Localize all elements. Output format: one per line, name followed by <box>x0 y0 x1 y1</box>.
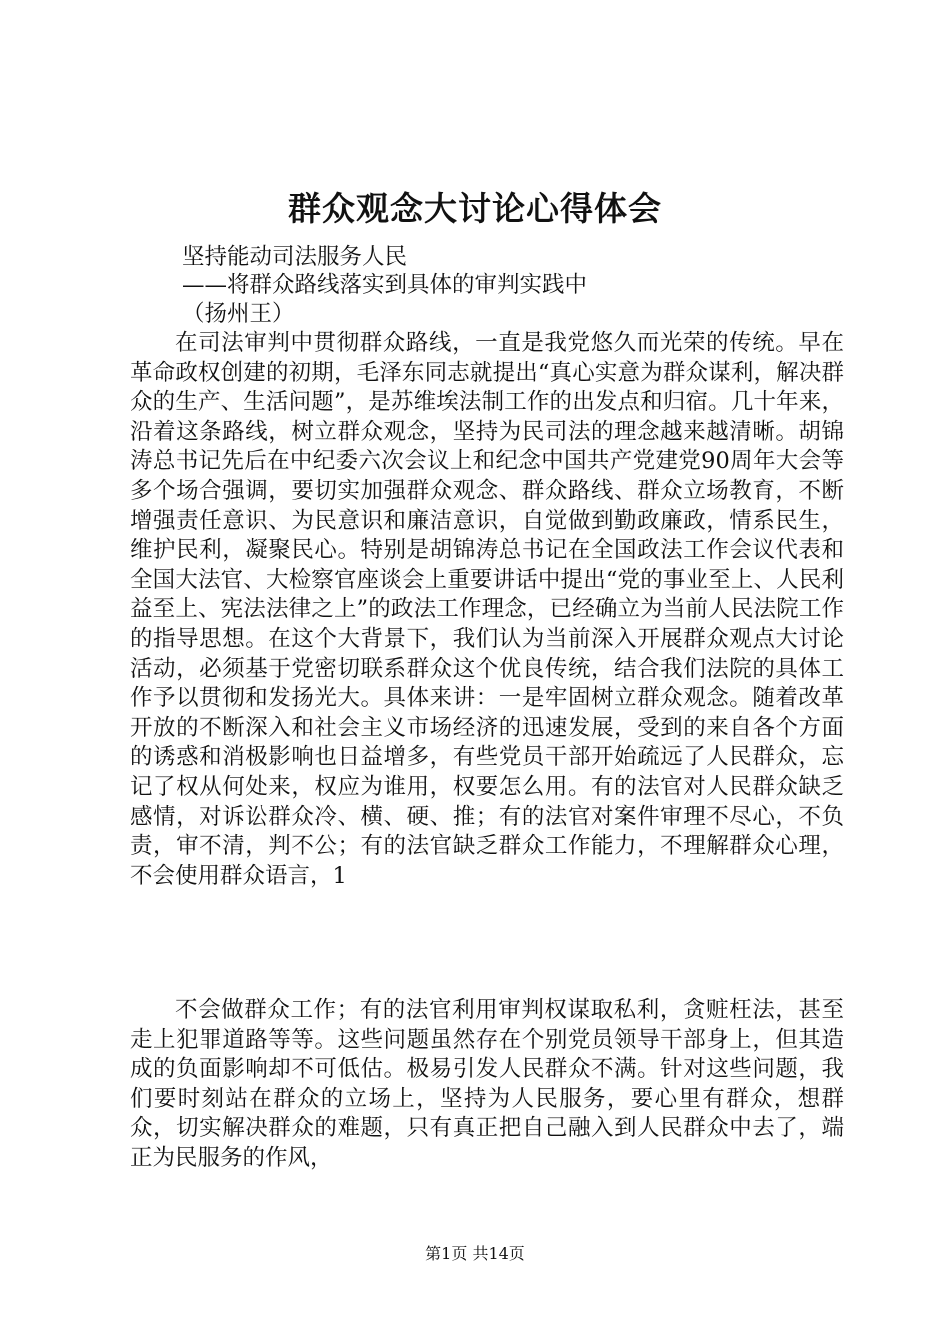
page-footer: 第1页 共14页 <box>425 1244 525 1263</box>
subtitle-line: 坚持能动司法服务人民 <box>182 244 408 270</box>
document-title: 群众观念大讨论心得体会 <box>288 189 662 228</box>
body-paragraph-2: 不会做群众工作；有的法官利用审判权谋取私利，贪赃枉法，甚至走上犯罪道路等等。这些问题虽然存在个别党员领导干部身上，但其造成的负面影响却不可低估。极易引发人民群众不满。针对这些问题，我们要时刻站在群众的立场上，坚持为人民服务，要心里有群众，想群众，切实解决群众的难题，只有真正把自己融入到人民群众中去了，端正为民服务的作风， <box>130 997 844 1171</box>
paragraph-1-text: 在司法审判中贯彻群众路线，一直是我党悠久而光荣的传统。早在革命政权创建的初期，毛泽东同志就提出“真心实意为群众谋利，解决群众的生产、生活问题”，是苏维埃法制工作的出发点和归宿。几十年来，沿着这条路线，树立群众观念，坚持为民司法的理念越来越清晰。胡锦涛总书记先后在中纪委六次会议上和纪念中国共产党建党90周年大会等多个场合强调，要切实加强群众观念、群众路线、群众立场教育，不断增强责任意识、为民意识和廉洁意识，自觉做到勤政廉政，情系民生，维护民利，凝聚民心。特别是胡锦涛总书记在全国政法工作会议代表和全国大法官、大检察官座谈会上重要讲话中提出“党的事业至上、人民利益至上、宪法法律之上”的政法工作理念，已经确立为当前人民法院工作的指导思想。在这个大背景下，我们认为当前深入开展群众观点大讨论活动，必须基于党密切联系群众这个优良传统，结合我们法院的具体工作予以贯彻和发扬光大。具体来讲：一是牢固树立群众观念。随着改革开放的不断深入和社会主义市场经济的迅速发展，受到的来自各个方面的诱惑和消极影响也日益增多，有些党员干部开始疏远了人民群众，忘记了权从何处来，权应为谁用，权要怎么用。有的法官对人民群众缺乏感情，对诉讼群众冷、横、硬、推；有的法官对案件审理不尽心，不负责，审不清，判不公；有的法官缺乏群众工作能力，不理解群众心理，不会使用群众语言， <box>130 330 844 889</box>
body-paragraph-1 <box>130 329 844 891</box>
subtitle-subline: ——将群众路线落实到具体的审判实践中 <box>182 272 588 298</box>
author-line: （扬州王） <box>182 301 295 327</box>
inline-page-number: 1 <box>332 862 347 889</box>
